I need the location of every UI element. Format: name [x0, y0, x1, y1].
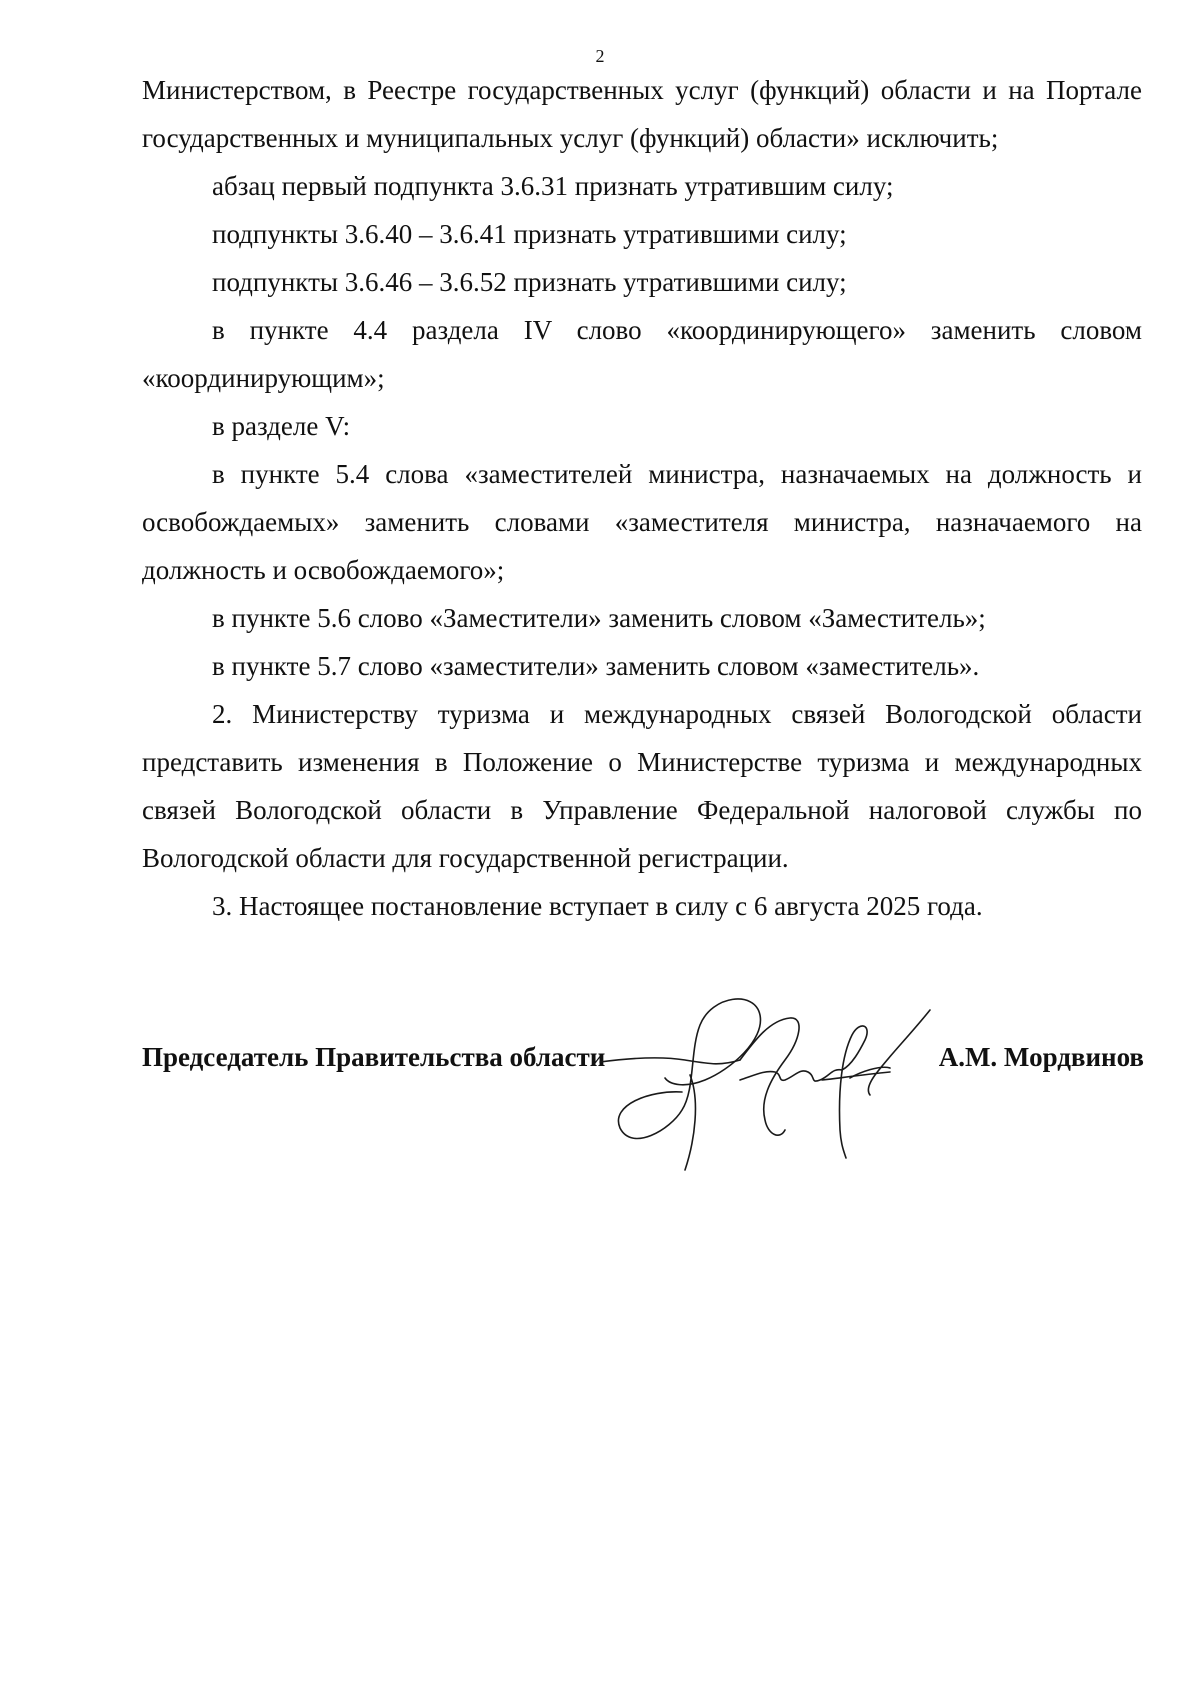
- paragraph-item: в пункте 5.7 слово «заместители» заменить словом «заместитель».: [212, 651, 980, 681]
- paragraph-clause-3: 3. Настоящее постановление вступает в силу с 6 августа 2025 года.: [212, 891, 983, 921]
- handwritten-signature: [590, 980, 950, 1180]
- paragraph-item: в пункте 4.4 раздела IV слово «координирующего» заменить словом «координирующим»;: [142, 315, 1142, 393]
- paragraph-clause-2: 2. Министерству туризма и международных связей Вологодской области представить изменения в Положение о Министерстве туризма и международных связей Вологодской области в Управление Федеральной налоговой службы по Вологодской области для государственной регистрации.: [142, 699, 1142, 873]
- paragraph-continuation: Министерством, в Реестре государственных услуг (функций) области и на Портале государственных и муниципальных услуг (функций) области» исключить;: [142, 75, 1142, 153]
- paragraph-item: абзац первый подпункта 3.6.31 признать утратившим силу;: [212, 171, 894, 201]
- document-body: [142, 66, 1142, 930]
- paragraph-item: подпункты 3.6.46 – 3.6.52 признать утратившими силу;: [212, 267, 847, 297]
- paragraph-item: подпункты 3.6.40 – 3.6.41 признать утратившими силу;: [212, 219, 847, 249]
- paragraph-item: в разделе V:: [212, 411, 351, 441]
- signatory-title: Председатель Правительства области: [142, 1042, 606, 1072]
- page-number: 2: [595, 46, 605, 66]
- paragraph-item: в пункте 5.6 слово «Заместители» заменить словом «Заместитель»;: [212, 603, 986, 633]
- signatory-name: А.М. Мордвинов: [938, 1042, 1144, 1072]
- paragraph-item: в пункте 5.4 слова «заместителей министра, назначаемых на должность и освобождаемых» заменить словами «заместителя министра, назначаемого на должность и освобождаемого»;: [142, 459, 1142, 585]
